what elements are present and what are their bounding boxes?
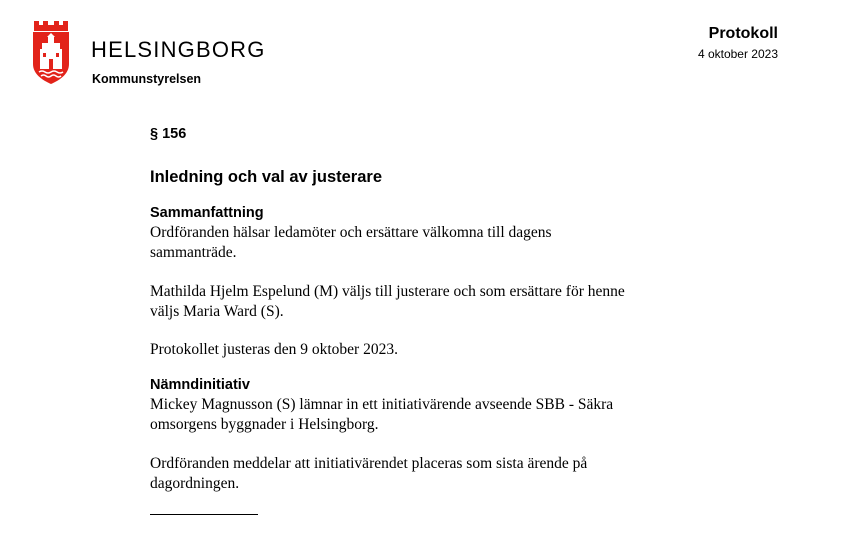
text-line: Ordföranden meddelar att initiativärendet placeras som sista ärende på [150,455,588,472]
helsingborg-coat-of-arms-icon [31,19,71,85]
document-type: Protokoll [708,25,778,42]
signature-line [150,514,258,515]
text-line: Ordföranden hälsar ledamöter och ersättare välkomna till dagens [150,224,552,241]
paragraph-number: § 156 [150,126,187,142]
subheading-sammanfattning: Sammanfattning [150,205,264,221]
paragraph [150,340,730,360]
paragraph [150,395,730,434]
paragraph [150,454,730,493]
text-line: sammanträde. [150,243,237,261]
text-line: Protokollet justeras den 9 oktober 2023. [150,341,398,358]
text-line: omsorgens byggnader i Helsingborg. [150,415,379,433]
text-line: Mickey Magnusson (S) lämnar in ett initiativärende avseende SBB - Säkra [150,396,614,413]
paragraph [150,282,730,321]
paragraph [150,223,730,262]
document-date: 4 oktober 2023 [697,47,778,61]
document-body [150,125,750,492]
org-unit: Kommunstyrelsen [92,72,202,86]
text-line: dagordningen. [150,474,240,492]
text-line: väljs Maria Ward (S). [150,302,284,320]
section-title: Inledning och val av justerare [150,168,382,186]
subheading-namndinitiativ: Nämndinitiativ [150,377,250,393]
text-line: Mathilda Hjelm Espelund (M) väljs till justerare och som ersättare för henne [150,283,625,300]
org-name: HELSINGBORG [91,37,266,62]
